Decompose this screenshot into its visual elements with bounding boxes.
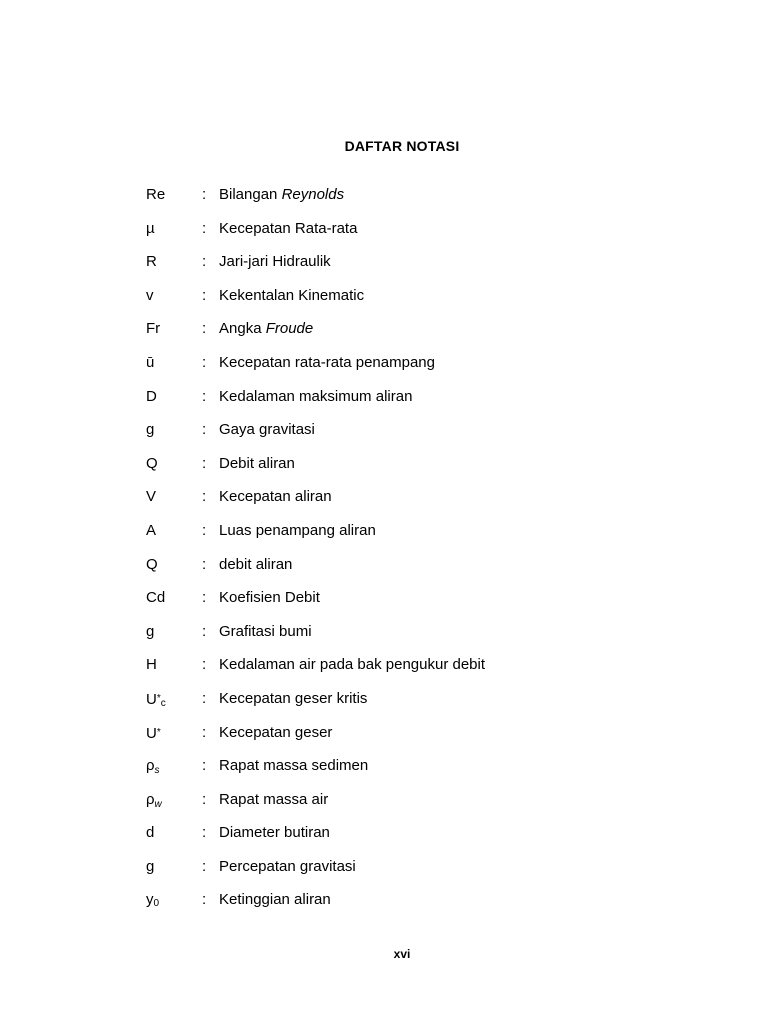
notation-symbol: R [146, 253, 157, 271]
notation-description: Kecepatan Rata-rata [219, 219, 358, 237]
notation-description: Kedalaman maksimum aliran [219, 387, 413, 405]
notation-row [146, 655, 666, 689]
notation-symbol: g [146, 421, 155, 439]
notation-list [146, 185, 666, 924]
notation-description: Gaya gravitasi [219, 421, 315, 439]
notation-description: Kecepatan geser [219, 723, 333, 741]
notation-description: Bilangan Reynolds [219, 186, 345, 203]
notation-symbol: ū [146, 353, 155, 371]
notation-row [146, 890, 666, 924]
notation-symbol: Q [146, 454, 158, 472]
notation-description: Rapat massa air [219, 790, 329, 808]
notation-description: Grafitasi bumi [219, 622, 312, 640]
colon-separator: : [202, 555, 207, 573]
colon-separator: : [202, 186, 207, 203]
notation-description: Kecepatan geser kritis [219, 689, 368, 707]
notation-symbol: U* [146, 724, 161, 742]
notation-symbol: Q [146, 555, 158, 573]
notation-description: Kedalaman air pada bak pengukur debit [219, 656, 486, 674]
notation-description: Luas penampang aliran [219, 521, 376, 539]
colon-separator: : [202, 622, 207, 640]
notation-symbol: $\rho_s$ [146, 757, 160, 777]
notation-row [146, 622, 666, 656]
notation-symbol: D [146, 387, 157, 405]
notation-row [146, 790, 666, 824]
notation-description: Percepatan gravitasi [219, 857, 356, 875]
page-number: xvi [393, 947, 411, 961]
notation-row [146, 286, 666, 320]
colon-separator: : [202, 253, 207, 271]
notation-description: Angka Froude [219, 320, 314, 338]
notation-row [146, 219, 666, 253]
notation-description: Ketinggian aliran [219, 891, 331, 909]
colon-separator: : [202, 790, 207, 808]
notation-row [146, 252, 666, 286]
notation-row [146, 857, 666, 891]
colon-separator: : [202, 286, 207, 304]
notation-description: Kecepatan rata-rata penampang [219, 353, 435, 371]
notation-row [146, 454, 666, 488]
colon-separator: : [202, 689, 207, 707]
colon-separator: : [202, 757, 207, 775]
colon-separator: : [202, 891, 207, 909]
notation-row [146, 185, 666, 219]
notation-symbol: y0 [146, 891, 160, 910]
notation-row [146, 723, 666, 757]
notation-description: Rapat massa sedimen [219, 757, 369, 775]
colon-separator: : [202, 353, 207, 371]
notation-symbol: H [146, 656, 157, 674]
notation-symbol: Re [146, 186, 166, 203]
notation-row [146, 487, 666, 521]
notation-symbol: $\rho_w$ [146, 790, 162, 810]
notation-description: Diameter butiran [219, 824, 330, 842]
notation-symbol: v [146, 286, 154, 304]
colon-separator: : [202, 824, 207, 842]
notation-symbol: Cd [146, 589, 166, 607]
colon-separator: : [202, 656, 207, 674]
colon-separator: : [202, 857, 207, 875]
notation-symbol: Fr [146, 320, 161, 338]
colon-separator: : [202, 421, 207, 439]
colon-separator: : [202, 320, 207, 338]
notation-row [146, 823, 666, 857]
notation-description: Kecepatan aliran [219, 488, 332, 506]
notation-description: Kekentalan Kinematic [219, 286, 365, 304]
notation-row [146, 756, 666, 790]
notation-symbol: µ [146, 219, 155, 237]
notation-row [146, 689, 666, 723]
colon-separator: : [202, 488, 207, 506]
colon-separator: : [202, 454, 207, 472]
notation-symbol: d [146, 824, 155, 842]
colon-separator: : [202, 219, 207, 237]
notation-description: Jari-jari Hidraulik [219, 253, 331, 271]
notation-symbol: g [146, 622, 155, 640]
notation-description: Debit aliran [219, 454, 295, 472]
notation-row [146, 319, 666, 353]
notation-row [146, 521, 666, 555]
notation-row [146, 420, 666, 454]
notation-symbol: A [146, 521, 157, 539]
notation-row [146, 588, 666, 622]
notation-row [146, 387, 666, 421]
notation-symbol: g [146, 857, 155, 875]
notation-symbol: V [146, 488, 157, 506]
colon-separator: : [202, 387, 207, 405]
colon-separator: : [202, 521, 207, 539]
notation-row [146, 555, 666, 589]
colon-separator: : [202, 589, 207, 607]
notation-description: Koefisien Debit [219, 589, 320, 607]
colon-separator: : [202, 723, 207, 741]
notation-symbol: U*c [146, 690, 166, 709]
notation-description: debit aliran [219, 555, 293, 573]
page-title: DAFTAR NOTASI [344, 138, 460, 154]
notation-row [146, 353, 666, 387]
